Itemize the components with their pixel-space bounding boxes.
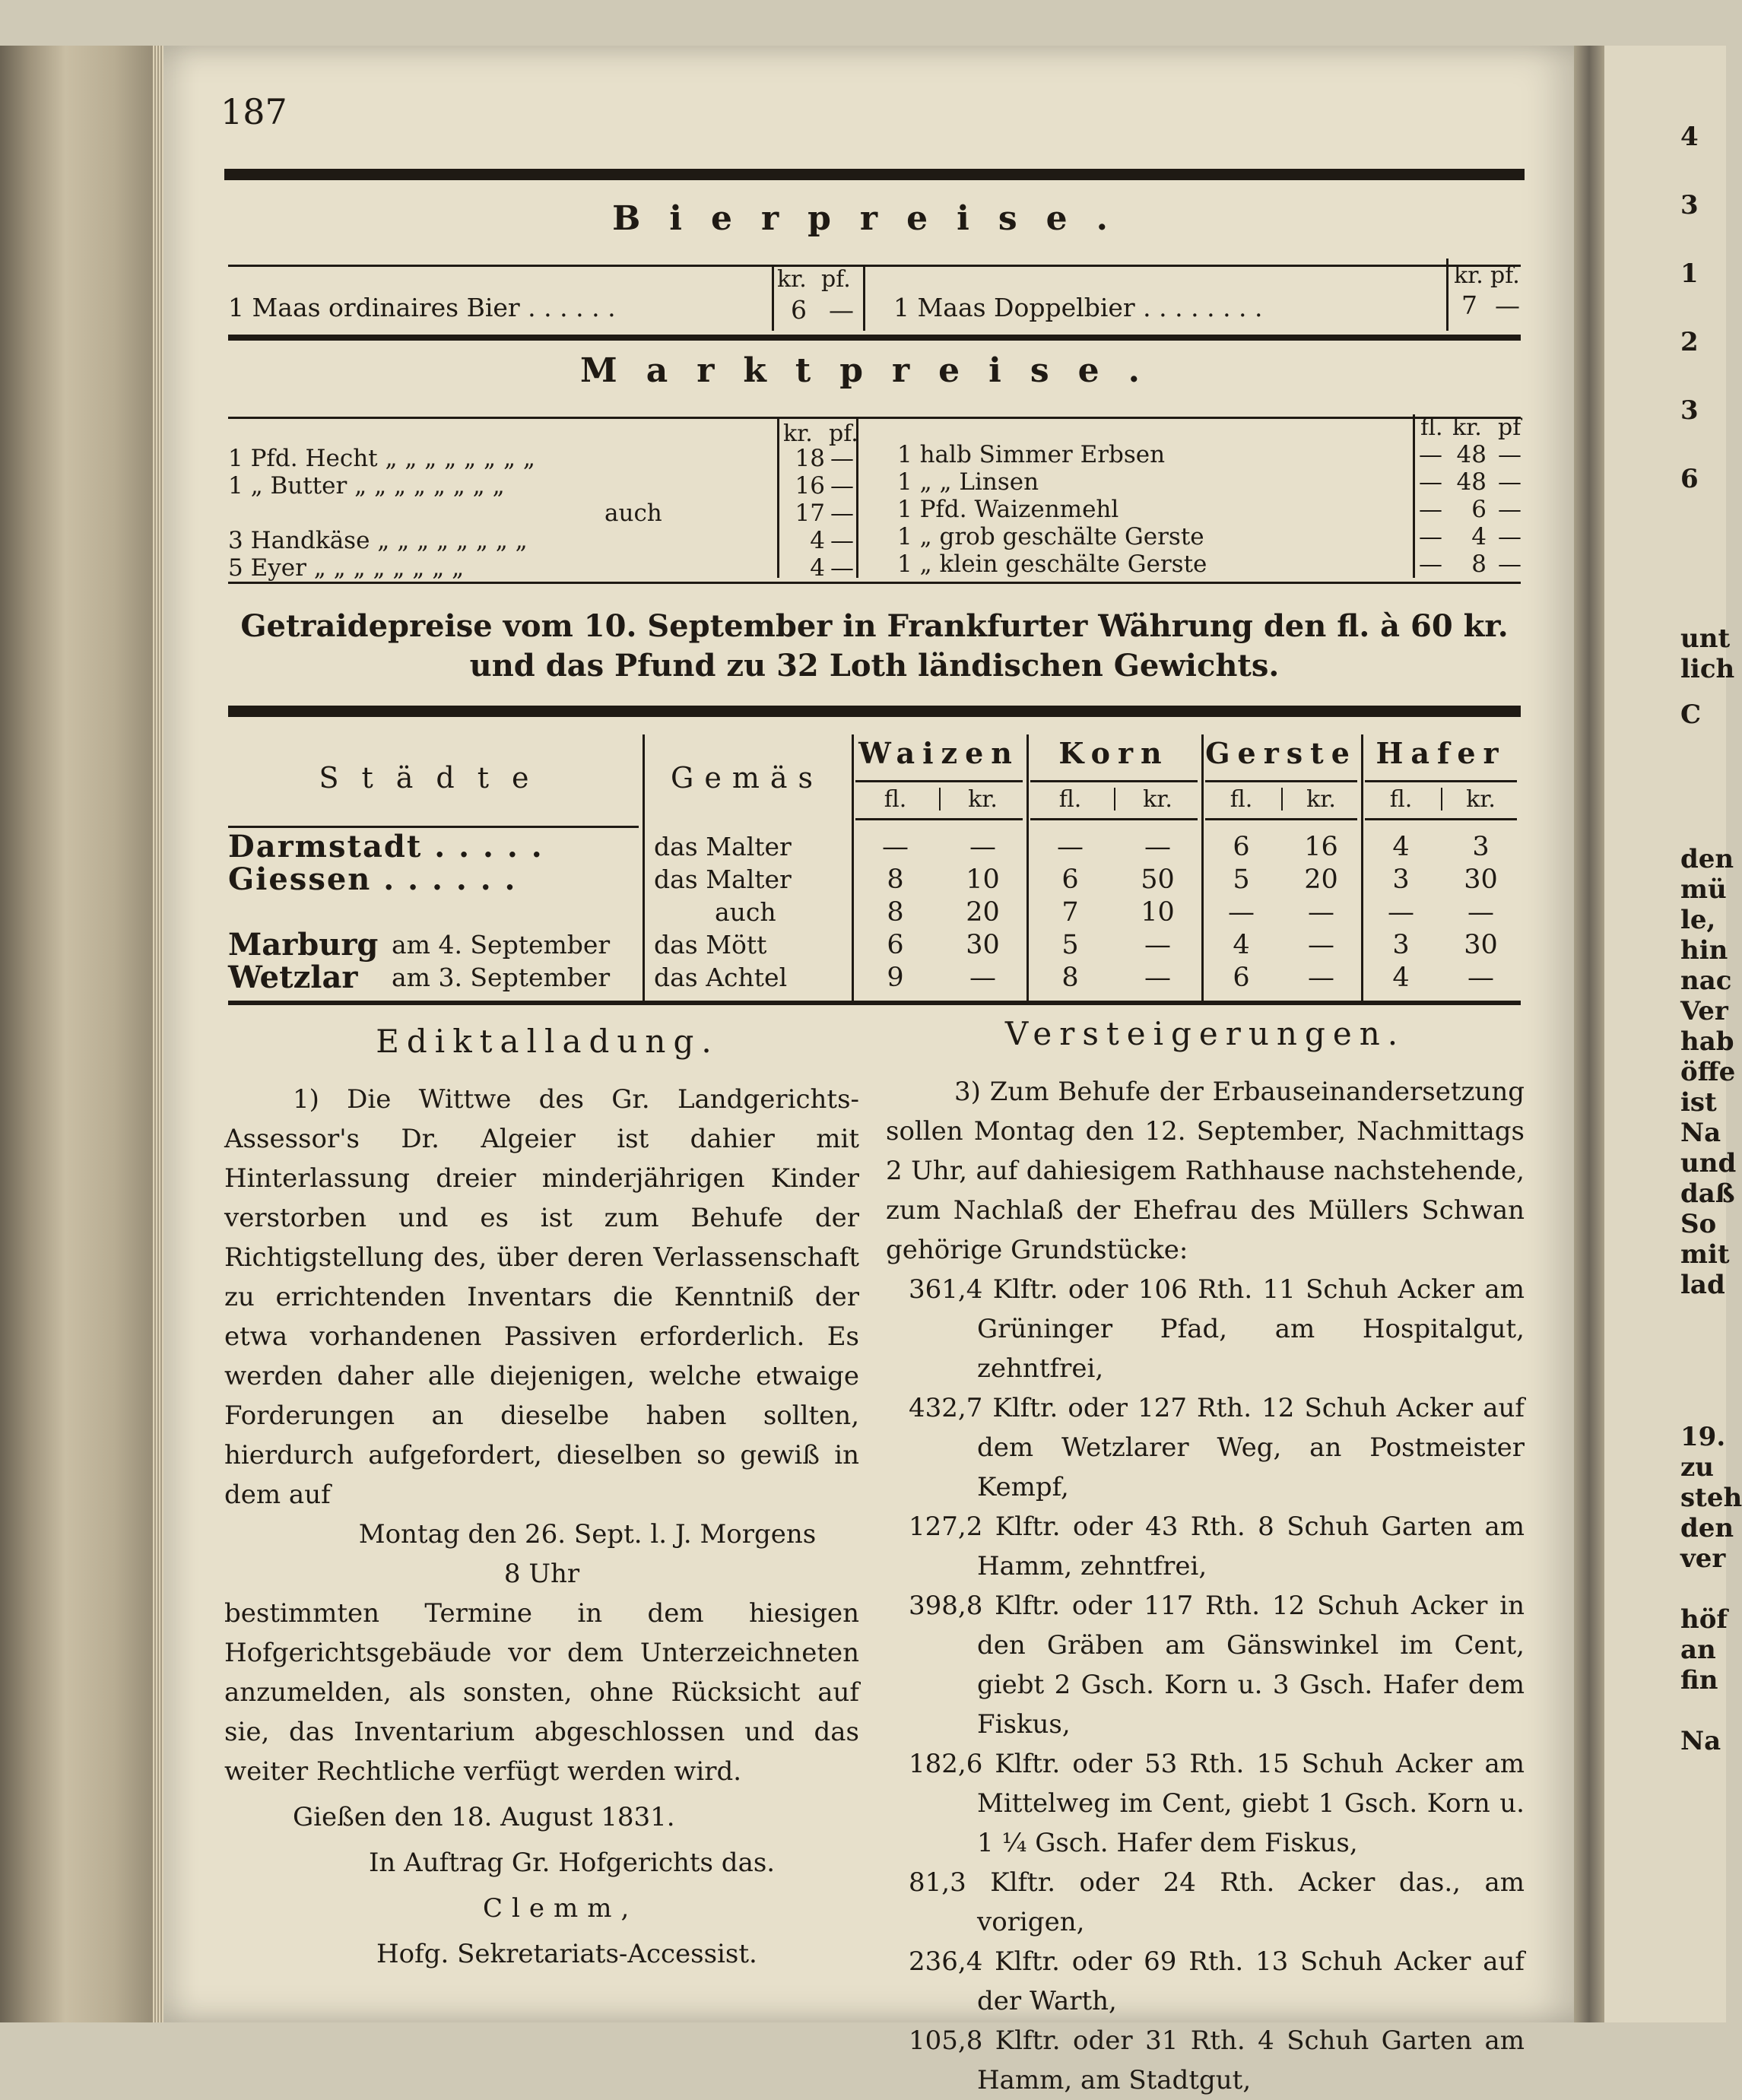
gtable-grain-rule xyxy=(1030,780,1198,782)
gtable-kr: 50 xyxy=(1141,864,1175,895)
edikt-place-date: Gießen den 18. August 1831. xyxy=(293,1802,675,1832)
gtable-measure: das Malter xyxy=(654,864,792,894)
gtable-fl: 7 xyxy=(1061,897,1079,928)
next-page-text: daß xyxy=(1680,1178,1735,1209)
bier-right-pf: — xyxy=(1495,290,1520,320)
markt-left-pf: — xyxy=(830,527,854,554)
gtable-kr: — xyxy=(1144,963,1171,993)
verst-items xyxy=(886,1270,1525,2100)
gtable-grain-rule xyxy=(855,780,1023,782)
gtable-subdivider xyxy=(1114,788,1115,810)
gtable-head-kr: kr. xyxy=(1143,786,1172,813)
gtable-subdivider xyxy=(1441,788,1442,810)
next-page-text: 19. xyxy=(1680,1422,1726,1452)
markt-right-kr: 48 xyxy=(1456,441,1487,468)
bier-right-item: 1 Maas Doppelbier . . . . . . . . xyxy=(893,293,1263,322)
next-page-text: Na xyxy=(1680,1118,1721,1148)
getraide-title-1: Getraidepreise vom 10. September in Frankfurter Währung den fl. à 60 kr. xyxy=(240,608,1509,644)
verst-intro: 3) Zum Behufe der Erbauseinandersetzung sollen Montag den 12. September, Nachmittags 2 Uhr, auf dahiesigem Rathhause nachstehende, zum Nachlaß der Ehefrau des Müllers Schwan gehörige Grundstücke: xyxy=(886,1077,1525,1265)
bier-right-kr: 7 xyxy=(1461,290,1477,320)
next-page-text: 1 xyxy=(1680,259,1699,289)
gtable-kr: — xyxy=(1468,963,1494,993)
verst-title: Versteigerungen. xyxy=(1004,1015,1406,1052)
next-page-text: höf xyxy=(1680,1604,1728,1635)
next-page-text: unt xyxy=(1680,623,1731,654)
edikt-para-2: bestimmten Termine in dem hiesigen Hofgerichtsgebäude vor dem Unterzeichneten anzumelden, als sonsten, ohne Rücksicht auf sie, das Inventarium abgeschlossen und das weiter Rechtliche verfügt werden wird. xyxy=(224,1598,859,1787)
next-page-text: le, xyxy=(1680,905,1716,935)
gtable-city: Wetzlar xyxy=(228,960,358,995)
next-page-text: So xyxy=(1680,1209,1717,1239)
markt-left-pf: — xyxy=(830,472,854,500)
next-page-text: lich xyxy=(1680,654,1735,684)
gtable-kr: — xyxy=(1144,930,1171,960)
book-page-edges xyxy=(0,46,163,2022)
bier-left-item: 1 Maas ordinaires Bier . . . . . . xyxy=(228,293,616,322)
bier-bottom-rule xyxy=(228,335,1521,341)
gtable-fl: 6 xyxy=(1233,963,1250,993)
markt-rule xyxy=(228,417,1521,419)
next-page-text: und xyxy=(1680,1148,1737,1178)
gtable-kr: 10 xyxy=(966,864,1000,895)
bier-rule xyxy=(228,265,1521,267)
markt-left-kr: 16 xyxy=(795,472,825,500)
markt-right-kr: 6 xyxy=(1471,496,1487,523)
markt-right-pf: — xyxy=(1498,441,1521,468)
bier-pf-head-2: pf. xyxy=(1490,262,1520,289)
gtable-city: Darmstadt . . . . . xyxy=(228,829,544,864)
gtable-grain-rule xyxy=(1205,780,1357,782)
gtable-subdivider xyxy=(939,788,941,810)
page-number: 187 xyxy=(221,91,287,132)
bier-left-kr: 6 xyxy=(791,295,807,325)
gtable-sub-rule xyxy=(1365,818,1517,820)
next-page-text: hin xyxy=(1680,935,1728,966)
gtable-head-fl: fl. xyxy=(884,786,907,813)
bier-divider xyxy=(772,266,774,331)
gtable-fl: — xyxy=(1057,832,1084,862)
markt-left-pf: — xyxy=(830,554,854,582)
edikt-date-1: Montag den 26. Sept. l. J. Morgens xyxy=(358,1519,817,1550)
verst-item: 182,6 Klftr. oder 53 Rth. 15 Schuh Acker am Mittelweg im Cent, giebt 1 Gsch. Korn u. 1 ¼ Gsch. Hafer dem Fiskus, xyxy=(909,1749,1525,1858)
next-page-text: 3 xyxy=(1680,190,1699,220)
book-gutter xyxy=(1574,46,1604,2022)
bier-divider-3 xyxy=(1446,259,1448,331)
gtable-head-fl: fl. xyxy=(1058,786,1082,813)
bier-left-pf: — xyxy=(829,295,854,325)
markt-right-pf: — xyxy=(1498,523,1521,550)
markt-right-fl: — xyxy=(1419,468,1442,496)
markt-right-item: 1 „ „ Linsen xyxy=(897,468,1039,496)
next-page-text: 3 xyxy=(1680,395,1699,426)
next-page-fragment xyxy=(1604,46,1742,2022)
gtable-fl: — xyxy=(1228,897,1255,928)
gtable-head-kr: kr. xyxy=(968,786,998,813)
next-page-text: 6 xyxy=(1680,464,1699,494)
bier-pf-head: pf. xyxy=(821,266,851,293)
markt-right-pf: — xyxy=(1498,550,1521,578)
next-page-text: Ver xyxy=(1680,996,1728,1026)
gtable-fl: 9 xyxy=(887,963,904,993)
markt-right-item: 1 „ grob geschälte Gerste xyxy=(897,523,1204,550)
edikt-signer: Clemm, xyxy=(483,1893,639,1924)
gtable-subdivider xyxy=(1281,788,1283,810)
gtable-kr: 30 xyxy=(1464,930,1498,960)
gtable-measure: auch xyxy=(715,897,776,927)
markt-fl-head: fl. xyxy=(1420,414,1443,441)
gtable-measure: das Malter xyxy=(654,832,792,861)
gtable-head-grain: Hafer xyxy=(1376,736,1506,770)
gtable-kr: — xyxy=(1308,963,1334,993)
gtable-kr: 30 xyxy=(1464,864,1498,895)
top-rule xyxy=(224,169,1525,180)
markt-right-item: 1 halb Simmer Erbsen xyxy=(897,441,1166,468)
gtable-fl: 6 xyxy=(1233,832,1250,862)
markt-right-fl: — xyxy=(1419,496,1442,523)
markt-right-item: 1 „ klein geschälte Gerste xyxy=(897,550,1207,578)
gtable-kr: — xyxy=(969,963,996,993)
getraide-bottom-rule xyxy=(228,1001,1521,1005)
gtable-sub-rule xyxy=(1030,818,1198,820)
getraide-title-2: und das Pfund zu 32 Loth ländischen Gewichts. xyxy=(469,648,1280,684)
next-page-text: Na xyxy=(1680,1726,1721,1756)
getraide-table xyxy=(228,719,1521,1001)
markt-right-kr: 4 xyxy=(1471,523,1487,550)
gtable-fl: 4 xyxy=(1392,832,1410,862)
markt-right-fl: — xyxy=(1419,441,1442,468)
gtable-kr: 16 xyxy=(1304,832,1338,862)
markt-left-kr: 4 xyxy=(810,527,825,554)
gtable-kr: — xyxy=(1468,897,1494,928)
gtable-fl: 5 xyxy=(1233,864,1250,895)
edikt-date-2: 8 Uhr xyxy=(503,1559,580,1589)
markt-right-pf: — xyxy=(1498,496,1521,523)
next-page-text: fin xyxy=(1680,1665,1718,1696)
gtable-fl: 3 xyxy=(1392,864,1410,895)
edikt-title: Ediktalladung. xyxy=(376,1023,719,1060)
next-page-text: lad xyxy=(1680,1270,1725,1300)
gtable-sub-rule xyxy=(1205,818,1357,820)
markt-divider-1 xyxy=(777,418,779,578)
gtable-head-kr: kr. xyxy=(1466,786,1496,813)
markt-left-kr: 18 xyxy=(795,445,825,472)
next-page-text: C xyxy=(1680,699,1702,730)
verst-item: 81,3 Klftr. oder 24 Rth. Acker das., am vorigen, xyxy=(909,1867,1525,1937)
gtable-head-grain: Waizen xyxy=(858,736,1020,770)
markt-left-pf: — xyxy=(830,500,854,527)
getraide-top-rule xyxy=(228,706,1521,717)
markt-left-kr: 4 xyxy=(810,554,825,582)
next-page-text: 2 xyxy=(1680,327,1699,357)
markt-kr-head: kr. xyxy=(783,420,813,447)
markt-left-pf: — xyxy=(830,445,854,472)
next-page-text: den xyxy=(1680,844,1734,874)
next-page-text: 4 xyxy=(1680,122,1699,152)
gtable-fl: 8 xyxy=(887,864,904,895)
gtable-date: am 4. September xyxy=(392,930,611,960)
gtable-head-grain: Gerste xyxy=(1205,736,1357,770)
gtable-kr: 20 xyxy=(1304,864,1338,895)
verst-item: 361,4 Klftr. oder 106 Rth. 11 Schuh Acker am Grüninger Pfad, am Hospitalgut, zehntfrei, xyxy=(909,1274,1525,1384)
next-page-text: steh xyxy=(1680,1483,1742,1513)
edikt-auftrag: In Auftrag Gr. Hofgerichts das. xyxy=(369,1848,776,1878)
gtable-fl: 6 xyxy=(1061,864,1079,895)
gtable-fl: — xyxy=(882,832,909,862)
gtable-kr: — xyxy=(969,832,996,862)
markt-pf-head: pf. xyxy=(829,420,858,447)
verst-item: 105,8 Klftr. oder 31 Rth. 4 Schuh Garten am Hamm, am Stadtgut, xyxy=(909,2025,1525,2095)
gtable-head-fl: fl. xyxy=(1389,786,1413,813)
markt-right-kr: 48 xyxy=(1456,468,1487,496)
markt-left-item: 5 Eyer „ „ „ „ „ „ „ „ xyxy=(228,554,465,582)
gtable-head-staedte: Städte xyxy=(319,761,552,795)
gtable-fl: 8 xyxy=(887,897,904,928)
next-page-text: ver xyxy=(1680,1543,1726,1574)
gtable-city: Giessen . . . . . . xyxy=(228,861,517,897)
markt-right-pf: — xyxy=(1498,468,1521,496)
bier-kr-head: kr. xyxy=(777,266,807,293)
edikt-role: Hofg. Sekretariats-Accessist. xyxy=(376,1939,757,1969)
next-page-text: den xyxy=(1680,1513,1734,1543)
markt-bottom-rule xyxy=(228,582,1521,584)
next-page-text: öffe xyxy=(1680,1057,1736,1087)
gtable-date: am 3. September xyxy=(392,963,611,992)
next-page-text: an xyxy=(1680,1635,1716,1665)
markt-right-fl: — xyxy=(1419,523,1442,550)
bier-title: Bierpreise. xyxy=(612,199,1137,238)
verst-body xyxy=(886,1072,1525,2100)
gtable-kr: 30 xyxy=(966,930,1000,960)
markt-kr-head-2: kr. xyxy=(1452,414,1482,441)
gtable-head-kr: kr. xyxy=(1306,786,1336,813)
gtable-city-rule xyxy=(228,826,639,828)
gtable-fl: 3 xyxy=(1392,930,1410,960)
next-page-text: mit xyxy=(1680,1239,1730,1270)
verst-item: 127,2 Klftr. oder 43 Rth. 8 Schuh Garten am Hamm, zehntfrei, xyxy=(909,1512,1525,1581)
gtable-head-fl: fl. xyxy=(1230,786,1253,813)
gtable-sub-rule xyxy=(855,818,1023,820)
markt-right-fl: — xyxy=(1419,550,1442,578)
bier-kr-head-2: kr. xyxy=(1454,262,1483,289)
next-page-text: zu xyxy=(1680,1452,1715,1483)
verst-item: 398,8 Klftr. oder 117 Rth. 12 Schuh Acker in den Gräben am Gänswinkel im Cent, giebt 2 Gsch. Korn u. 3 Gsch. Hafer dem Fiskus, xyxy=(909,1591,1525,1740)
markt-right-kr: 8 xyxy=(1471,550,1487,578)
gtable-measure: das Mött xyxy=(654,930,767,960)
gtable-fl: 8 xyxy=(1061,963,1079,993)
gtable-fl: 5 xyxy=(1061,930,1079,960)
gtable-kr: — xyxy=(1308,897,1334,928)
markt-right-item: 1 Pfd. Waizenmehl xyxy=(897,496,1119,523)
gtable-head-grain: Korn xyxy=(1058,736,1169,770)
gtable-kr: — xyxy=(1144,832,1171,862)
markt-left-item: 3 Handkäse „ „ „ „ „ „ „ „ xyxy=(228,527,528,554)
next-page-text: hab xyxy=(1680,1026,1734,1057)
verst-item: 236,4 Klftr. oder 69 Rth. 13 Schuh Acker auf der Warth, xyxy=(909,1946,1525,2016)
edikt-body xyxy=(224,1080,859,1974)
gtable-fl: — xyxy=(1388,897,1414,928)
markt-pf-head-2: pf xyxy=(1498,414,1521,441)
gtable-fl: 4 xyxy=(1392,963,1410,993)
bier-divider-2 xyxy=(863,266,865,331)
markt-left-item: 1 Pfd. Hecht „ „ „ „ „ „ „ „ xyxy=(228,445,535,472)
gtable-kr: 10 xyxy=(1141,897,1175,928)
markt-title: Marktpreise. xyxy=(580,351,1169,390)
verst-item: 432,7 Klftr. oder 127 Rth. 12 Schuh Acker auf dem Wetzlarer Weg, an Postmeister Kempf, xyxy=(909,1393,1525,1502)
markt-divider-3 xyxy=(1413,414,1415,578)
gtable-kr: 3 xyxy=(1472,832,1490,862)
next-page-text: nac xyxy=(1680,966,1732,996)
gtable-city: Marburg xyxy=(228,927,379,963)
markt-left-item: 1 „ Butter „ „ „ „ „ „ „ „ xyxy=(228,472,505,500)
gtable-kr: — xyxy=(1308,930,1334,960)
gtable-fl: 6 xyxy=(887,930,904,960)
gtable-grain-rule xyxy=(1365,780,1517,782)
next-page-text: mü xyxy=(1680,874,1727,905)
gtable-kr: 20 xyxy=(966,897,1000,928)
next-page-text: ist xyxy=(1680,1087,1717,1118)
gtable-head-gemaess: Gemäs xyxy=(670,761,824,795)
gtable-measure: das Achtel xyxy=(654,963,788,992)
edikt-para-1: 1) Die Wittwe des Gr. Landgerichts-Assessor's Dr. Algeier ist dahier mit Hinterlassung dreier minderjährigen Kinder verstorben und es ist zum Behufe der Richtigstellung des, über deren Verlassenschaft zu errichtenden Inventars die Kenntniß der etwa vorhandenen Passiven erforderlich. Es werden daher alle diejenigen, welche etwaige Forderungen an dieselbe haben sollten, hierdurch aufgefordert, dieselben so gewiß in dem auf xyxy=(224,1084,859,1510)
markt-left-kr: 17 xyxy=(795,500,825,527)
gtable-fl: 4 xyxy=(1233,930,1250,960)
markt-left-item: auch xyxy=(604,500,662,527)
